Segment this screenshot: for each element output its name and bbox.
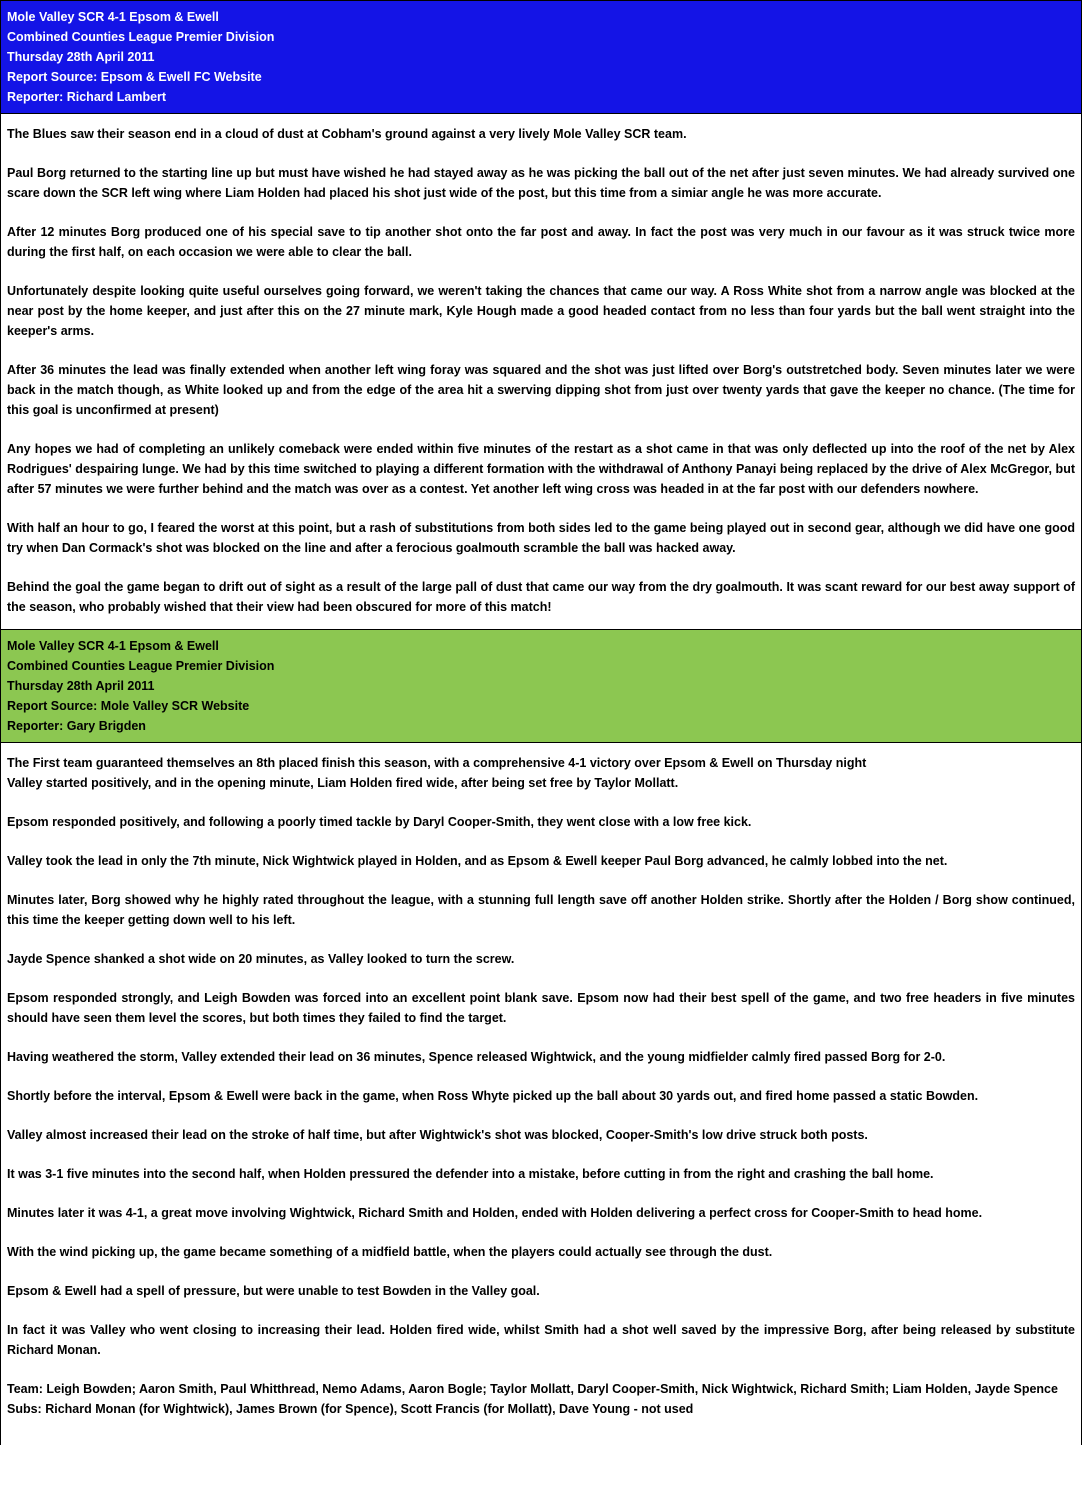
report-paragraph: Minutes later, Borg showed why he highly rated throughout the league, with a stunning full length save off another Holden strike. Shortly after the Holden / Borg show continued, this time the keeper getting down well to his left. (7, 893, 1075, 927)
report-paragraph: It was 3-1 five minutes into the second half, when Holden pressured the defender into a mistake, before cutting in from the right and crashing the ball home. (7, 1167, 934, 1181)
report-paragraph: Minutes later it was 4-1, a great move involving Wightwick, Richard Smith and Holden, ended with Holden delivering a perfect cross for Cooper-Smith to head home. (7, 1206, 983, 1220)
report-title: Mole Valley SCR 4-1 Epsom & Ewell (7, 639, 219, 653)
report-paragraph: Epsom responded strongly, and Leigh Bowden was forced into an excellent point blank save. Epsom now had their best spell of the game, and two free headers in five minutes should have seen them level the scores, but both times they failed to find the target. (7, 991, 1075, 1025)
report-source: Report Source: Mole Valley SCR Website (7, 699, 250, 713)
report-subs-list: Subs: Richard Monan (for Wightwick), James Brown (for Spence), Scott Francis (for Mollatt), Dave Young - not used (7, 1402, 694, 1416)
report-body-molevalley (1, 743, 1081, 1431)
report-date: Thursday 28th April 2011 (7, 679, 155, 693)
report-header-molevalley (1, 629, 1081, 743)
report-paragraph: Shortly before the interval, Epsom & Ewell were back in the game, when Ross Whyte picked up the ball about 30 yards out, and fired home passed a static Bowden. (7, 1089, 979, 1103)
report-source: Report Source: Epsom & Ewell FC Website (7, 70, 262, 84)
report-paragraph: Valley took the lead in only the 7th minute, Nick Wightwick played in Holden, and as Epsom & Ewell keeper Paul Borg advanced, he calmly lobbed into the net. (7, 854, 948, 868)
report-paragraph: The Blues saw their season end in a cloud of dust at Cobham's ground against a very lively Mole Valley SCR team. (7, 127, 687, 141)
report-paragraph: Valley almost increased their lead on the stroke of half time, but after Wightwick's shot was blocked, Cooper-Smith's low drive struck both posts. (7, 1128, 868, 1142)
report-paragraph: Paul Borg returned to the starting line up but must have wished he had stayed away as he was picking the ball out of the net after just seven minutes. We had already survived one scare down the SCR left wing where Liam Holden had placed his shot just wide of the post, but this time from a simiar angle he was more accurate. (7, 166, 1075, 200)
report-paragraph: Epsom & Ewell had a spell of pressure, but were unable to test Bowden in the Valley goal. (7, 1284, 540, 1298)
report-paragraph: After 12 minutes Borg produced one of his special save to tip another shot onto the far post and away. In fact the post was very much in our favour as it was struck twice more during the first half, on each occasion we were able to clear the ball. (7, 225, 1075, 259)
report-paragraph: Having weathered the storm, Valley extended their lead on 36 minutes, Spence released Wightwick, and the young midfielder calmly fired passed Borg for 2-0. (7, 1050, 946, 1064)
report-title: Mole Valley SCR 4-1 Epsom & Ewell (7, 10, 219, 24)
report-paragraph: Behind the goal the game began to drift out of sight as a result of the large pall of dust that came our way from the dry goalmouth. It was scant reward for our best away support of the season, who probably wished that their view had been obscured for more of this match! (7, 580, 1075, 614)
report-paragraph: With half an hour to go, I feared the worst at this point, but a rash of substitutions from both sides led to the game being played out in second gear, although we did have one good try when Dan Cormack's shot was blocked on the line and after a ferocious goalmouth scramble the ball was hacked away. (7, 521, 1075, 555)
report-paragraph: In fact it was Valley who went closing to increasing their lead. Holden fired wide, whilst Smith had a shot well saved by the impressive Borg, after being released by substitute Richard Monan. (7, 1323, 1075, 1357)
report-paragraph: After 36 minutes the lead was finally extended when another left wing foray was squared and the shot was just lifted over Borg's outstretched body. Seven minutes later we were back in the match though, as White looked up and from the edge of the area hit a swerving dipping shot from just over twenty yards that gave the keeper no chance. (The time for this goal is unconfirmed at present) (7, 363, 1075, 417)
report-reporter: Reporter: Gary Brigden (7, 719, 146, 733)
report-paragraph: The First team guaranteed themselves an 8th placed finish this season, with a comprehensive 4-1 victory over Epsom & Ewell on Thursday night (7, 756, 867, 770)
page-bottom-spacer (1, 1431, 1081, 1445)
report-paragraph: Valley started positively, and in the opening minute, Liam Holden fired wide, after being set free by Taylor Mollatt. (7, 776, 679, 790)
report-competition: Combined Counties League Premier Division (7, 30, 275, 44)
report-date: Thursday 28th April 2011 (7, 50, 155, 64)
report-header-epsom (1, 0, 1081, 114)
report-team-list: Team: Leigh Bowden; Aaron Smith, Paul Whitthread, Nemo Adams, Aaron Bogle; Taylor Mollatt, Daryl Cooper-Smith, Nick Wightwick, Richard Smith; Liam Holden, Jayde Spence (7, 1382, 1058, 1396)
report-body-epsom (1, 114, 1081, 629)
report-paragraph: Unfortunately despite looking quite useful ourselves going forward, we weren't taking the chances that came our way. A Ross White shot from a narrow angle was blocked at the near post by the home keeper, and just after this on the 27 minute mark, Kyle Hough made a good headed contact from no less than four yards but the ball went straight into the keeper's arms. (7, 284, 1075, 338)
report-reporter: Reporter: Richard Lambert (7, 90, 167, 104)
report-paragraph: Epsom responded positively, and following a poorly timed tackle by Daryl Cooper-Smith, they went close with a low free kick. (7, 815, 752, 829)
report-paragraph: Any hopes we had of completing an unlikely comeback were ended within five minutes of the restart as a shot came in that was only deflected up into the roof of the net by Alex Rodrigues' despairing lunge. We had by this time switched to playing a different formation with the withdrawal of Anthony Panayi being replaced by the drive of Alex McGregor, but after 57 minutes we were further behind and the match was over as a contest. Yet another left wing cross was headed in at the far post with our defenders nowhere. (7, 442, 1075, 496)
report-paragraph: With the wind picking up, the game became something of a midfield battle, when the players could actually see through the dust. (7, 1245, 773, 1259)
report-paragraph: Jayde Spence shanked a shot wide on 20 minutes, as Valley looked to turn the screw. (7, 952, 515, 966)
report-competition: Combined Counties League Premier Division (7, 659, 275, 673)
